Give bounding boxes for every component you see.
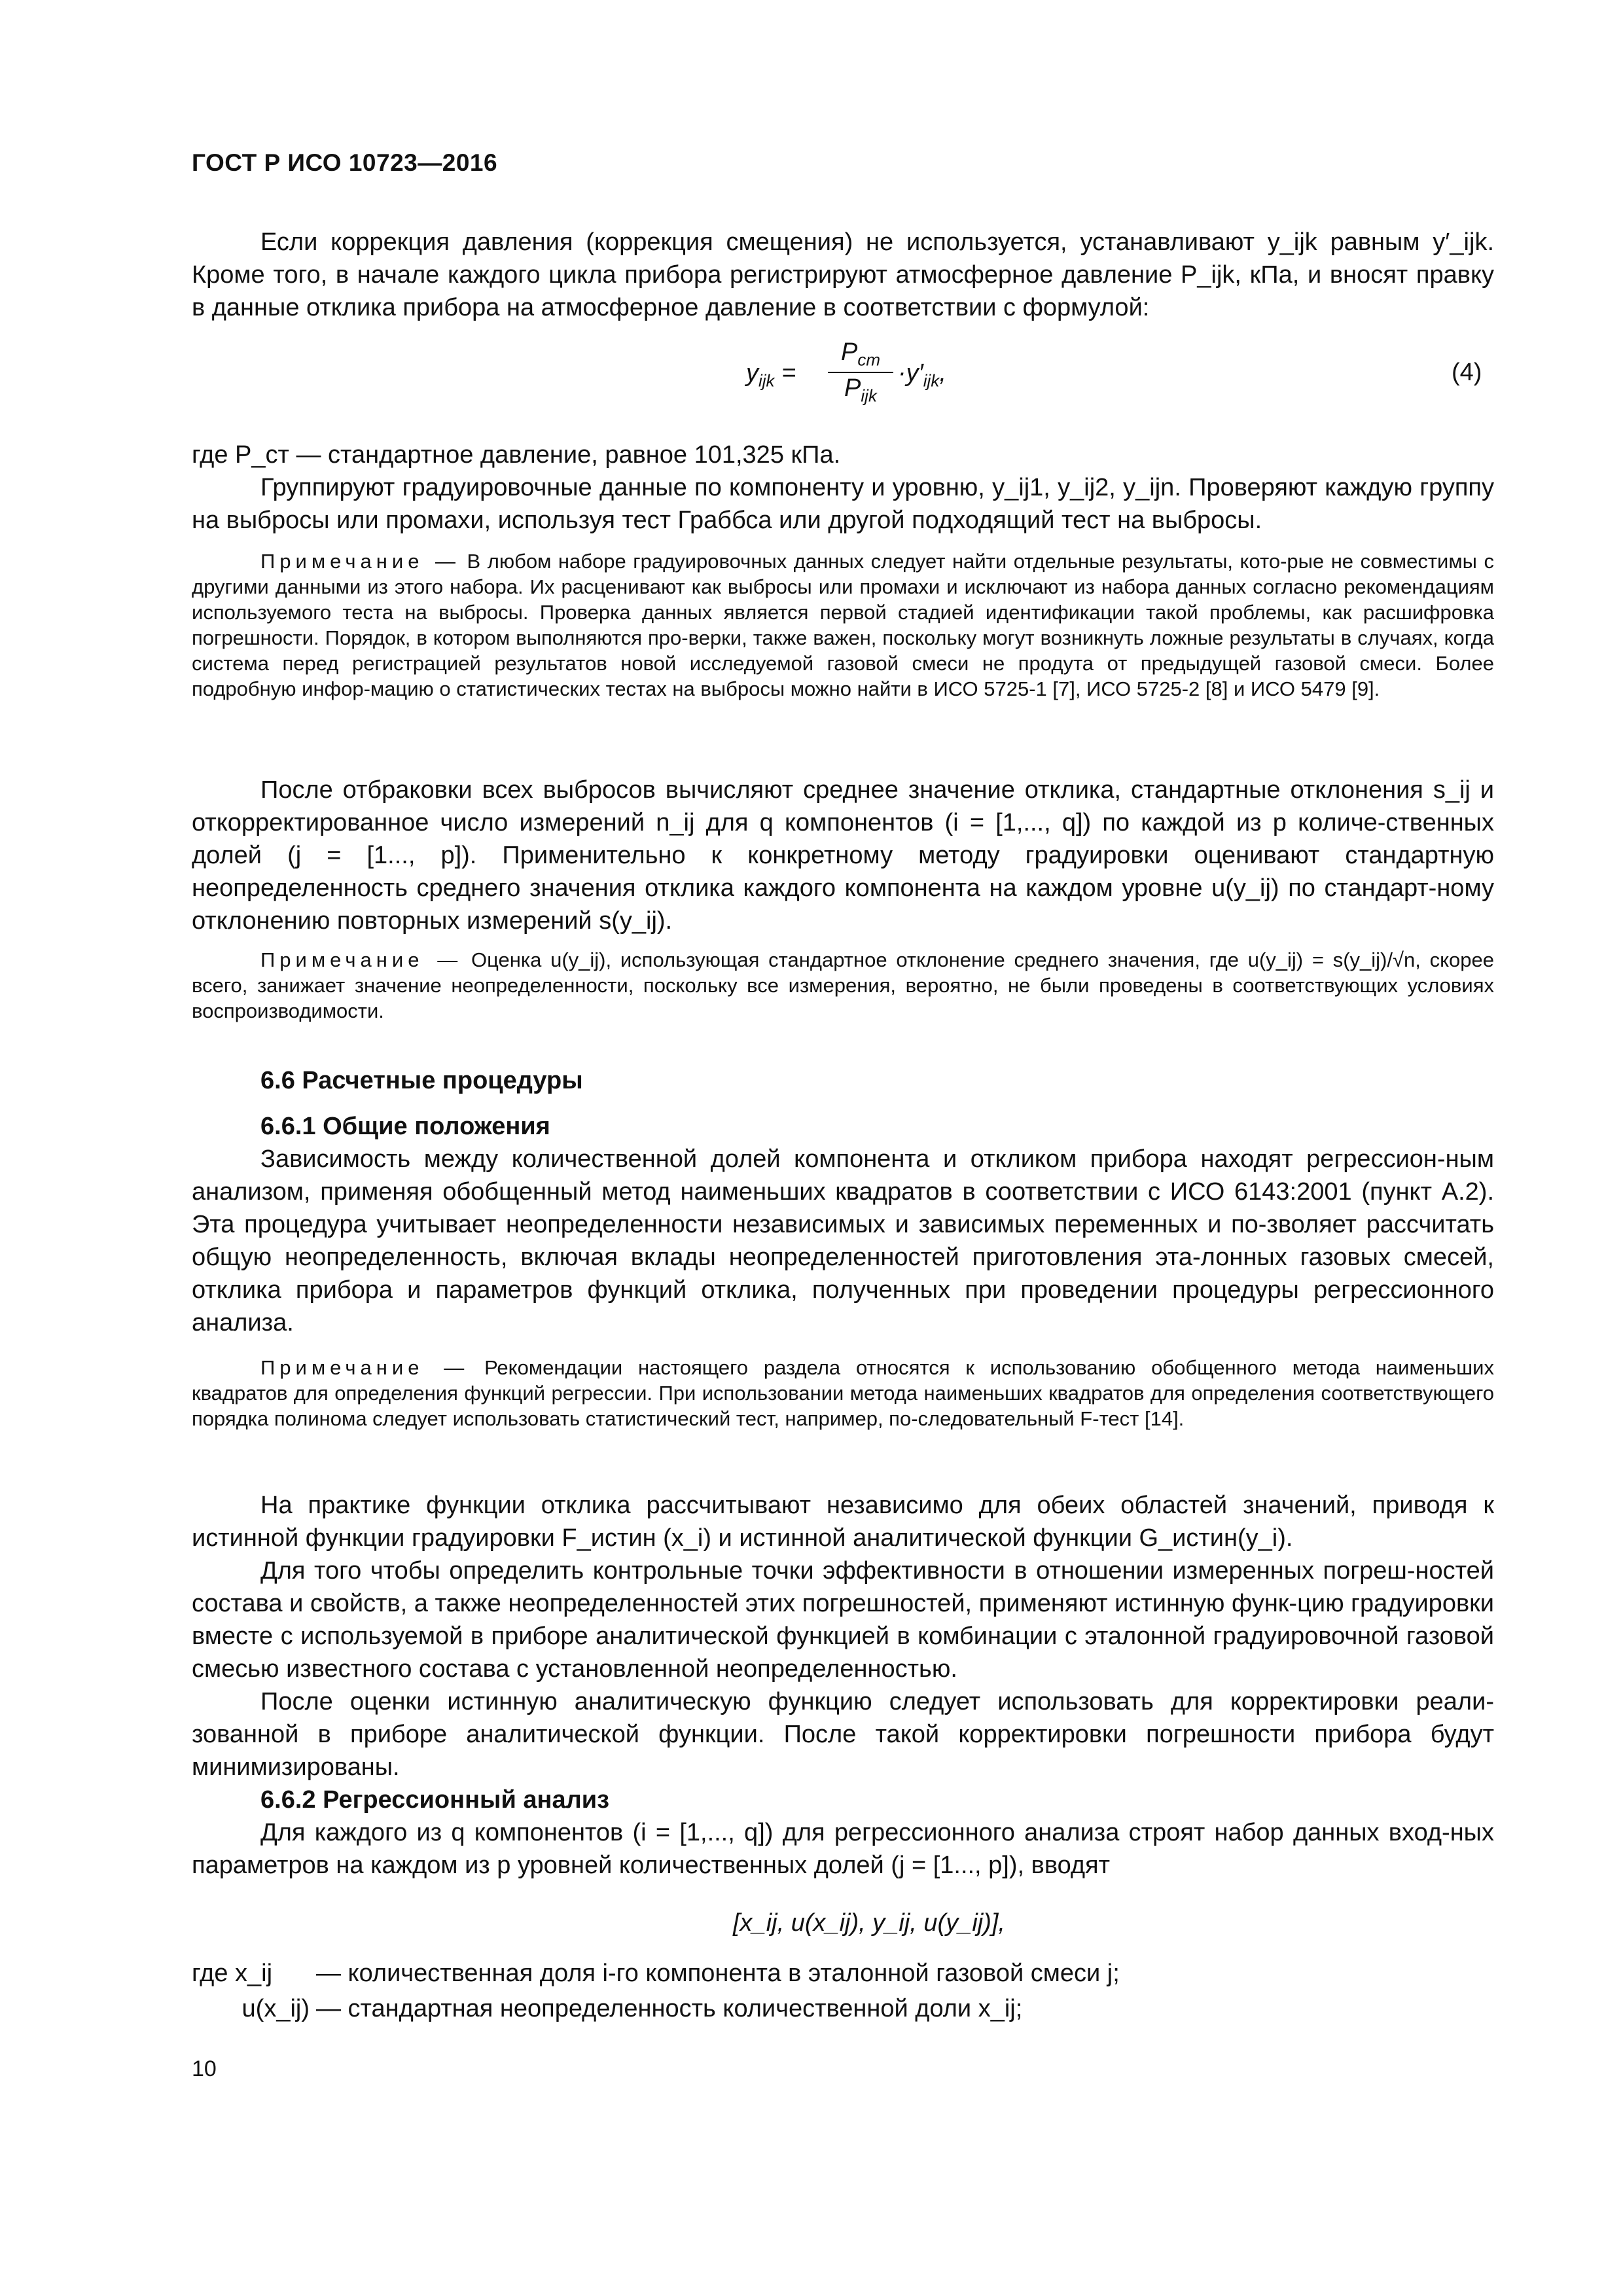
note-label: Примечание — (260, 948, 463, 971)
input-vector: [x_ij, u(x_ij), y_ij, u(y_ij)], (733, 1909, 1005, 1937)
paragraph-mean-response (192, 774, 1494, 937)
formula-fraction (828, 338, 893, 406)
note-uncertainty-estimate (192, 947, 1494, 1024)
fraction-bar (828, 372, 893, 373)
formula-denominator: $P_{ijk}$ (844, 374, 877, 406)
note-label: Примечание — (260, 1356, 469, 1379)
paragraph-pressure-correction (192, 226, 1494, 324)
note-outliers (192, 548, 1494, 702)
section-6-6 (192, 1064, 1494, 1339)
where-symbol: где x_ij (192, 1960, 273, 1987)
paragraph-text: Группируют градуировочные данные по компоненту и уровню, y_ij1, y_ij2, y_ijn. Проверяют каждую группу на выбросы или промахи, используя тест Граббса или другой подходящий тест на выбросы. (192, 474, 1494, 534)
formula-number: (4) (1452, 359, 1482, 386)
paragraph-text: Если коррекция давления (коррекция смещения) не используется, устанавливают y_ijk равным y′_ijk. Кроме того, в начале каждого цикла прибора регистрируют атмосферное давление P_ijk, кПа, и вносят правку в данные отклика прибора на атмосферное давление в соответствии с формулой: (192, 228, 1494, 321)
section-heading-6-6-1: 6.6.1 Общие положения (260, 1113, 550, 1140)
page-number: 10 (192, 2056, 217, 2081)
formula-numerator: $P_{ст}$ (840, 338, 881, 370)
formula-lhs: $y_{ijk}$ = (746, 359, 796, 391)
standard-header: ГОСТ Р ИСО 10723—2016 (192, 149, 498, 176)
paragraph-text: Для каждого из q компонентов (i = [1,..., q]) для регрессионного анализа строят набор данных вход-ных параметров на каждом из p уровней количественных долей (j = [1..., p]), вводят (192, 1819, 1494, 1879)
paragraph-text: Для того чтобы определить контрольные точки эффективности в отношении измеренных погреш-ностей состава и свойств, а также неопределенностей этих погрешностей, применяют истинную функ-цию градуировки вместе с используемой в приборе аналитической функцией в комбинации с эталонной градуировочной газовой смесью известного состава с установленной неопределенностью. (192, 1557, 1494, 1683)
note-text: Оценка u(y_ij), использующая стандартное отклонение среднего значения, где u(y_ij) = s(y_ij)/√n, скорее всего, занижает значение неопределенности, поскольку все измерения, вероятно, не были проведены в соответствующих условиях воспроизводимости. (192, 948, 1495, 1022)
paragraph-text: После оценки истинную аналитическую функцию следует использовать для корректировки реали-зованной в приборе аналитической функции. После такой корректировки погрешности прибора будут минимизированы. (192, 1688, 1494, 1781)
where-definition: — количественная доля i-го компонента в эталонной газовой смеси j; (316, 1960, 1120, 1987)
paragraph-text: Зависимость между количественной долей компонента и откликом прибора находят регрессион-ным анализом, применяя обобщенный метод наименьших квадратов в соответствии с ИСО 6143:2001 (пункт А.2). Эта процедура учитывает неопределенности независимых и зависимых переменных и по-зволяет рассчитать общую неопределенность, включая вклады неопределенностей приготовления эта-лонных газовых смесей, отклика прибора и параметров функций отклика, полученных при проведении процедуры регрессионного анализа. (192, 1145, 1494, 1336)
note-regression (192, 1355, 1494, 1431)
note-text: Рекомендации настоящего раздела относятся к использованию обобщенного метода наименьших квадратов для определения функций регрессии. При использовании метода наименьших квадратов для определения соответствующего порядка полинома следует использовать статистический тест, например, по-следовательный F-тест [14]. (192, 1356, 1494, 1430)
formula-rhs: $\cdot y'_{ijk}$, (898, 359, 946, 391)
note-text: В любом наборе градуировочных данных следует найти отдельные результаты, кото-рые не совместимы с другими данными из этого набора. Их расценивают как выбросы или промахи и исключают из набора данных согласно рекомендациям используемого теста на выбросы. Проверка данных является первой стадией идентификации такой проблемы, как расшифровка погрешности. Порядок, в котором выполняются про-верки, также важен, поскольку могут возникнуть ложные результаты в случаях, когда система перед регистрацией результатов новой исследуемой газовой смеси не продута от предыдущей газовой смеси. Более подробную инфор-мацию о статистических тестах на выбросы можно найти в ИСО 5725-1 [7], ИСО 5725-2 [8] и ИСО 5479 [9]. (192, 550, 1494, 700)
paragraph-text: После отбраковки всех выбросов вычисляют среднее значение отклика, стандартные отклонения s_ij и откорректированное число измерений n_ij для q компонентов (i = [1,..., q]) по каждой из p количе-ственных долей (j = [1..., p]). Применительно к конкретному методу градуировки оценивают стандартную неопределенность среднего значения отклика каждого компонента на каждом уровне u(y_ij) по стандарт-ному отклонению повторных измерений s(y_ij). (192, 776, 1494, 935)
formula-4 (746, 338, 946, 417)
paragraph-text: На практике функции отклика рассчитывают независимо для обеих областей значений, приводя к истинной функции градуировки F_истин (x_i) и истинной аналитической функции G_истин(y_i). (192, 1492, 1494, 1552)
section-heading-6-6-2: 6.6.2 Регрессионный анализ (260, 1786, 610, 1814)
section-response-functions (192, 1489, 1494, 1882)
where-symbol: u(x_ij) (241, 1995, 310, 2022)
where-definition: — стандартная неопределенность количественной доли x_ij; (316, 1995, 1023, 2022)
where-item-x (192, 1957, 1120, 1990)
where-pst: где P_ст — стандартное давление, равное 101,325 кПа. (192, 441, 841, 469)
where-item-ux (192, 1992, 1022, 2025)
note-label: Примечание — (260, 550, 460, 573)
section-heading-6-6: 6.6 Расчетные процедуры (260, 1067, 583, 1094)
paragraph-grouping (192, 439, 1494, 537)
